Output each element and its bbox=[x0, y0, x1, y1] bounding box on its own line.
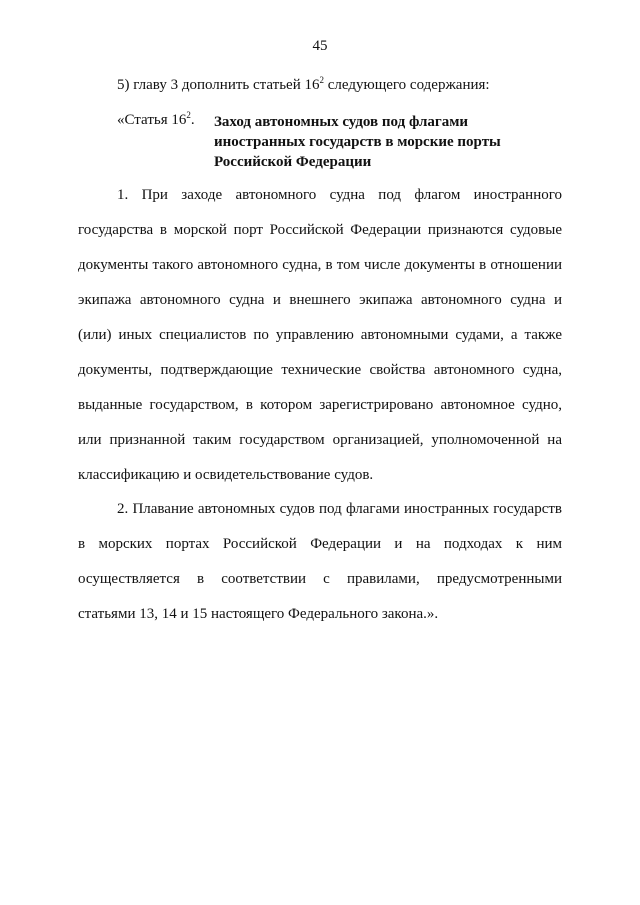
paragraph-1-line: или признанной таким государством организацией, уполномоченной на bbox=[78, 432, 562, 448]
article-title-line: Российской Федерации bbox=[214, 154, 372, 170]
article-title-line: Заход автономных судов под флагами bbox=[214, 114, 469, 130]
intro-prefix: 5) главу 3 дополнить статьей 16 bbox=[117, 77, 320, 93]
paragraph-1-line: выданные государством, в котором зарегистрировано автономное судно, bbox=[78, 397, 562, 413]
paragraph-1-line: экипажа автономного судна и внешнего экипажа автономного судна и bbox=[78, 292, 562, 308]
paragraph-1-line: документы, подтверждающие технические свойства автономного судна, bbox=[78, 362, 562, 378]
paragraph-1-line: классификацию и освидетельствование судов. bbox=[78, 467, 374, 483]
paragraph-1-line: государства в морской порт Российской Федерации признаются судовые bbox=[78, 222, 562, 238]
paragraph-2-line: в морских портах Российской Федерации и на подходах к ним bbox=[78, 536, 562, 552]
amendment-intro bbox=[117, 77, 490, 94]
paragraph-1-line: 1. При заходе автономного судна под флагом иностранного bbox=[117, 187, 562, 203]
paragraph-1-line: документы такого автономного судна, в том числе документы в отношении bbox=[78, 257, 562, 273]
intro-suffix: следующего содержания: bbox=[324, 77, 490, 93]
article-label-superscript: 2 bbox=[186, 110, 191, 120]
paragraph-1-line: (или) иных специалистов по управлению автономными судами, а также bbox=[78, 327, 562, 343]
article-label-prefix: «Статья 16 bbox=[117, 112, 187, 128]
paragraph-2-line: осуществляется в соответствии с правилами, предусмотренными bbox=[78, 571, 562, 587]
paragraph-2-line: 2. Плавание автономных судов под флагами иностранных государств bbox=[117, 501, 562, 517]
page-number: 45 bbox=[312, 38, 328, 54]
intro-superscript: 2 bbox=[319, 75, 324, 85]
article-label-suffix: . bbox=[190, 112, 195, 128]
paragraph-2-line: статьями 13, 14 и 15 настоящего Федерального закона.». bbox=[78, 606, 439, 622]
article-title bbox=[214, 112, 501, 172]
article-label bbox=[117, 112, 195, 129]
article-title-line: иностранных государств в морские порты bbox=[214, 134, 501, 150]
